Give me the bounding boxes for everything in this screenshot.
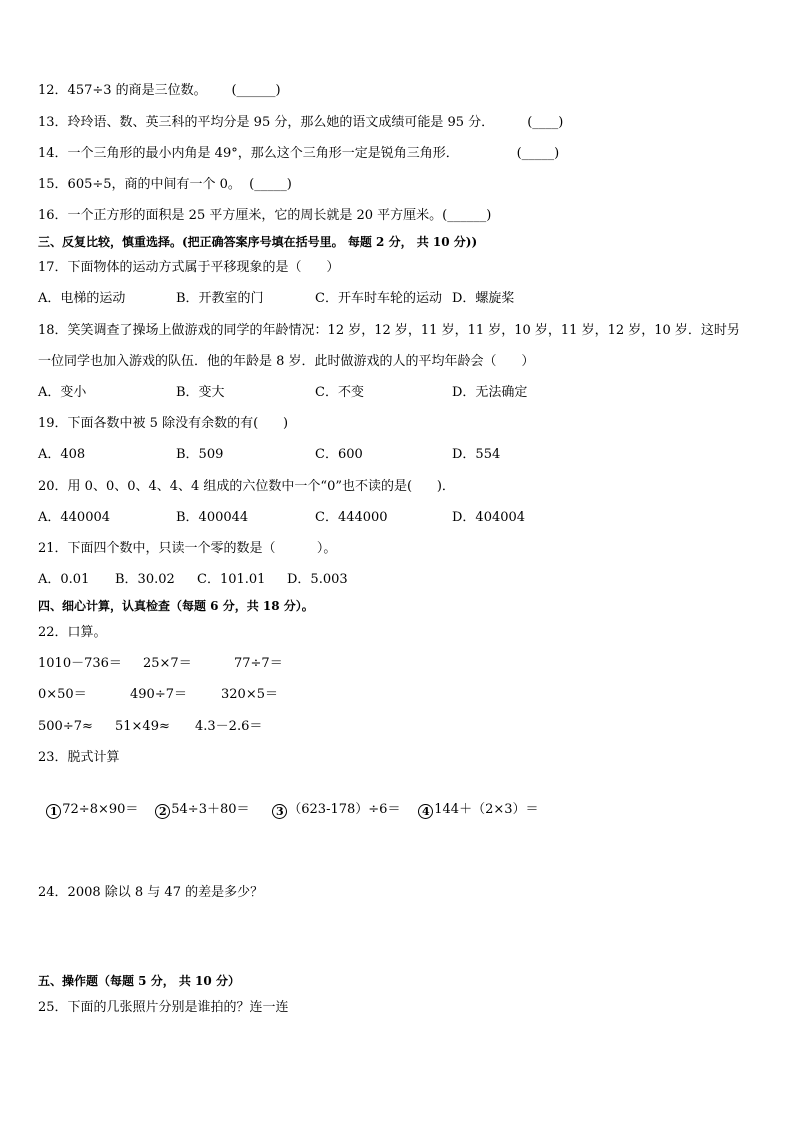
question-12: 12．457÷3 的商是三位数。 (______) xyxy=(38,83,281,98)
question-21-stem: 21．下面四个数中，只读一个零的数是（ ）。 xyxy=(38,541,337,556)
question-14: 14．一个三角形的最小内角是 49°，那么这个三角形一定是锐角三角形． (_____) xyxy=(38,146,560,161)
question-21-option-c: C．101.01 xyxy=(197,572,266,587)
mental-calc-item: 4.3－2.6＝ xyxy=(195,719,263,734)
mental-calc-item: 1010－736＝ xyxy=(38,656,122,671)
question-13: 13．玲玲语、数、英三科的平均分是 95 分，那么她的语文成绩可能是 95 分． (____) xyxy=(38,115,564,130)
circled-number-marker: 2 xyxy=(155,804,170,819)
question-18-option-d: D．无法确定 xyxy=(452,385,528,400)
question-20-option-c: C．444000 xyxy=(315,510,388,525)
question-19-option-b: B．509 xyxy=(176,447,224,462)
question-18-stem-line1: 18．笑笑调查了操场上做游戏的同学的年龄情况：12 岁，12 岁，11 岁，11 岁，10 岁，11 岁，12 岁，10 岁．这时另 xyxy=(38,323,740,338)
question-21-option-d: D．5.003 xyxy=(287,572,348,587)
step-calc-item-2 xyxy=(147,786,250,819)
question-19-option-d: D．554 xyxy=(452,447,501,462)
question-17-option-d: D．螺旋桨 xyxy=(452,291,515,306)
step-calc-item-3 xyxy=(264,786,400,819)
question-17-stem: 17．下面物体的运动方式属于平移现象的是（ ） xyxy=(38,260,340,275)
question-18-option-a: A．变小 xyxy=(38,385,87,400)
section-4-heading: 四、细心计算，认真检查（每题 6 分，共 18 分）。 xyxy=(38,599,314,613)
question-24: 24．2008 除以 8 与 47 的差是多少？ xyxy=(38,885,264,900)
question-17-option-b: B．开教室的门 xyxy=(176,291,264,306)
question-19-stem: 19．下面各数中被 5 除没有余数的有( ) xyxy=(38,416,289,431)
section-5-heading: 五、操作题（每题 5 分， 共 10 分） xyxy=(38,974,240,988)
circled-number-marker: 1 xyxy=(46,804,61,819)
question-17-option-c: C．开车时车轮的运动 xyxy=(315,291,442,306)
step-calc-expression: 72÷8×90＝ xyxy=(62,802,139,817)
mental-calc-item: 500÷7≈ xyxy=(38,719,93,734)
mental-calc-item: 25×7＝ xyxy=(143,656,192,671)
question-17-option-a: A．电梯的运动 xyxy=(38,291,126,306)
step-calc-item-4 xyxy=(410,786,539,819)
step-calc-expression: 54÷3＋80＝ xyxy=(171,802,250,817)
question-18-option-c: C．不变 xyxy=(315,385,364,400)
section-3-heading: 三、反复比较，慎重选择。(把正确答案序号填在括号里。 每题 2 分， 共 10 分)) xyxy=(38,235,478,249)
question-15: 15．605÷5，商的中间有一个 0。 (_____) xyxy=(38,177,292,192)
mental-calc-item: 490÷7＝ xyxy=(130,687,187,702)
circled-number-marker: 4 xyxy=(418,804,433,819)
question-22-title: 22．口算。 xyxy=(38,625,107,640)
circled-number-marker: 3 xyxy=(272,804,287,819)
question-25: 25．下面的几张照片分别是谁拍的？连一连 xyxy=(38,1000,289,1015)
question-21-option-a: A．0.01 xyxy=(38,572,90,587)
question-20-option-d: D．404004 xyxy=(452,510,526,525)
question-16: 16．一个正方形的面积是 25 平方厘米，它的周长就是 20 平方厘米。(______) xyxy=(38,208,492,223)
question-20-stem: 20．用 0、0、0、4、4、4 组成的六位数中一个“0”也不读的是( )． xyxy=(38,479,455,494)
mental-calc-item: 320×5＝ xyxy=(221,687,278,702)
question-20-option-b: B．400044 xyxy=(176,510,249,525)
question-18-option-b: B．变大 xyxy=(176,385,225,400)
mental-calc-item: 0×50＝ xyxy=(38,687,87,702)
question-18-stem-line2: 一位同学也加入游戏的队伍．他的年龄是 8 岁．此时做游戏的人的平均年龄会（ ） xyxy=(38,354,535,369)
question-19-option-a: A．408 xyxy=(38,447,86,462)
question-21-option-b: B．30.02 xyxy=(115,572,175,587)
step-calc-expression: （623-178）÷6＝ xyxy=(288,802,401,817)
question-20-option-a: A．440004 xyxy=(38,510,111,525)
mental-calc-item: 77÷7＝ xyxy=(234,656,283,671)
mental-calc-item: 51×49≈ xyxy=(115,719,170,734)
step-calc-expression: 144＋（2×3）＝ xyxy=(434,802,539,817)
question-23-title: 23．脱式计算 xyxy=(38,750,120,765)
question-19-option-c: C．600 xyxy=(315,447,363,462)
step-calc-item-1 xyxy=(38,786,138,819)
